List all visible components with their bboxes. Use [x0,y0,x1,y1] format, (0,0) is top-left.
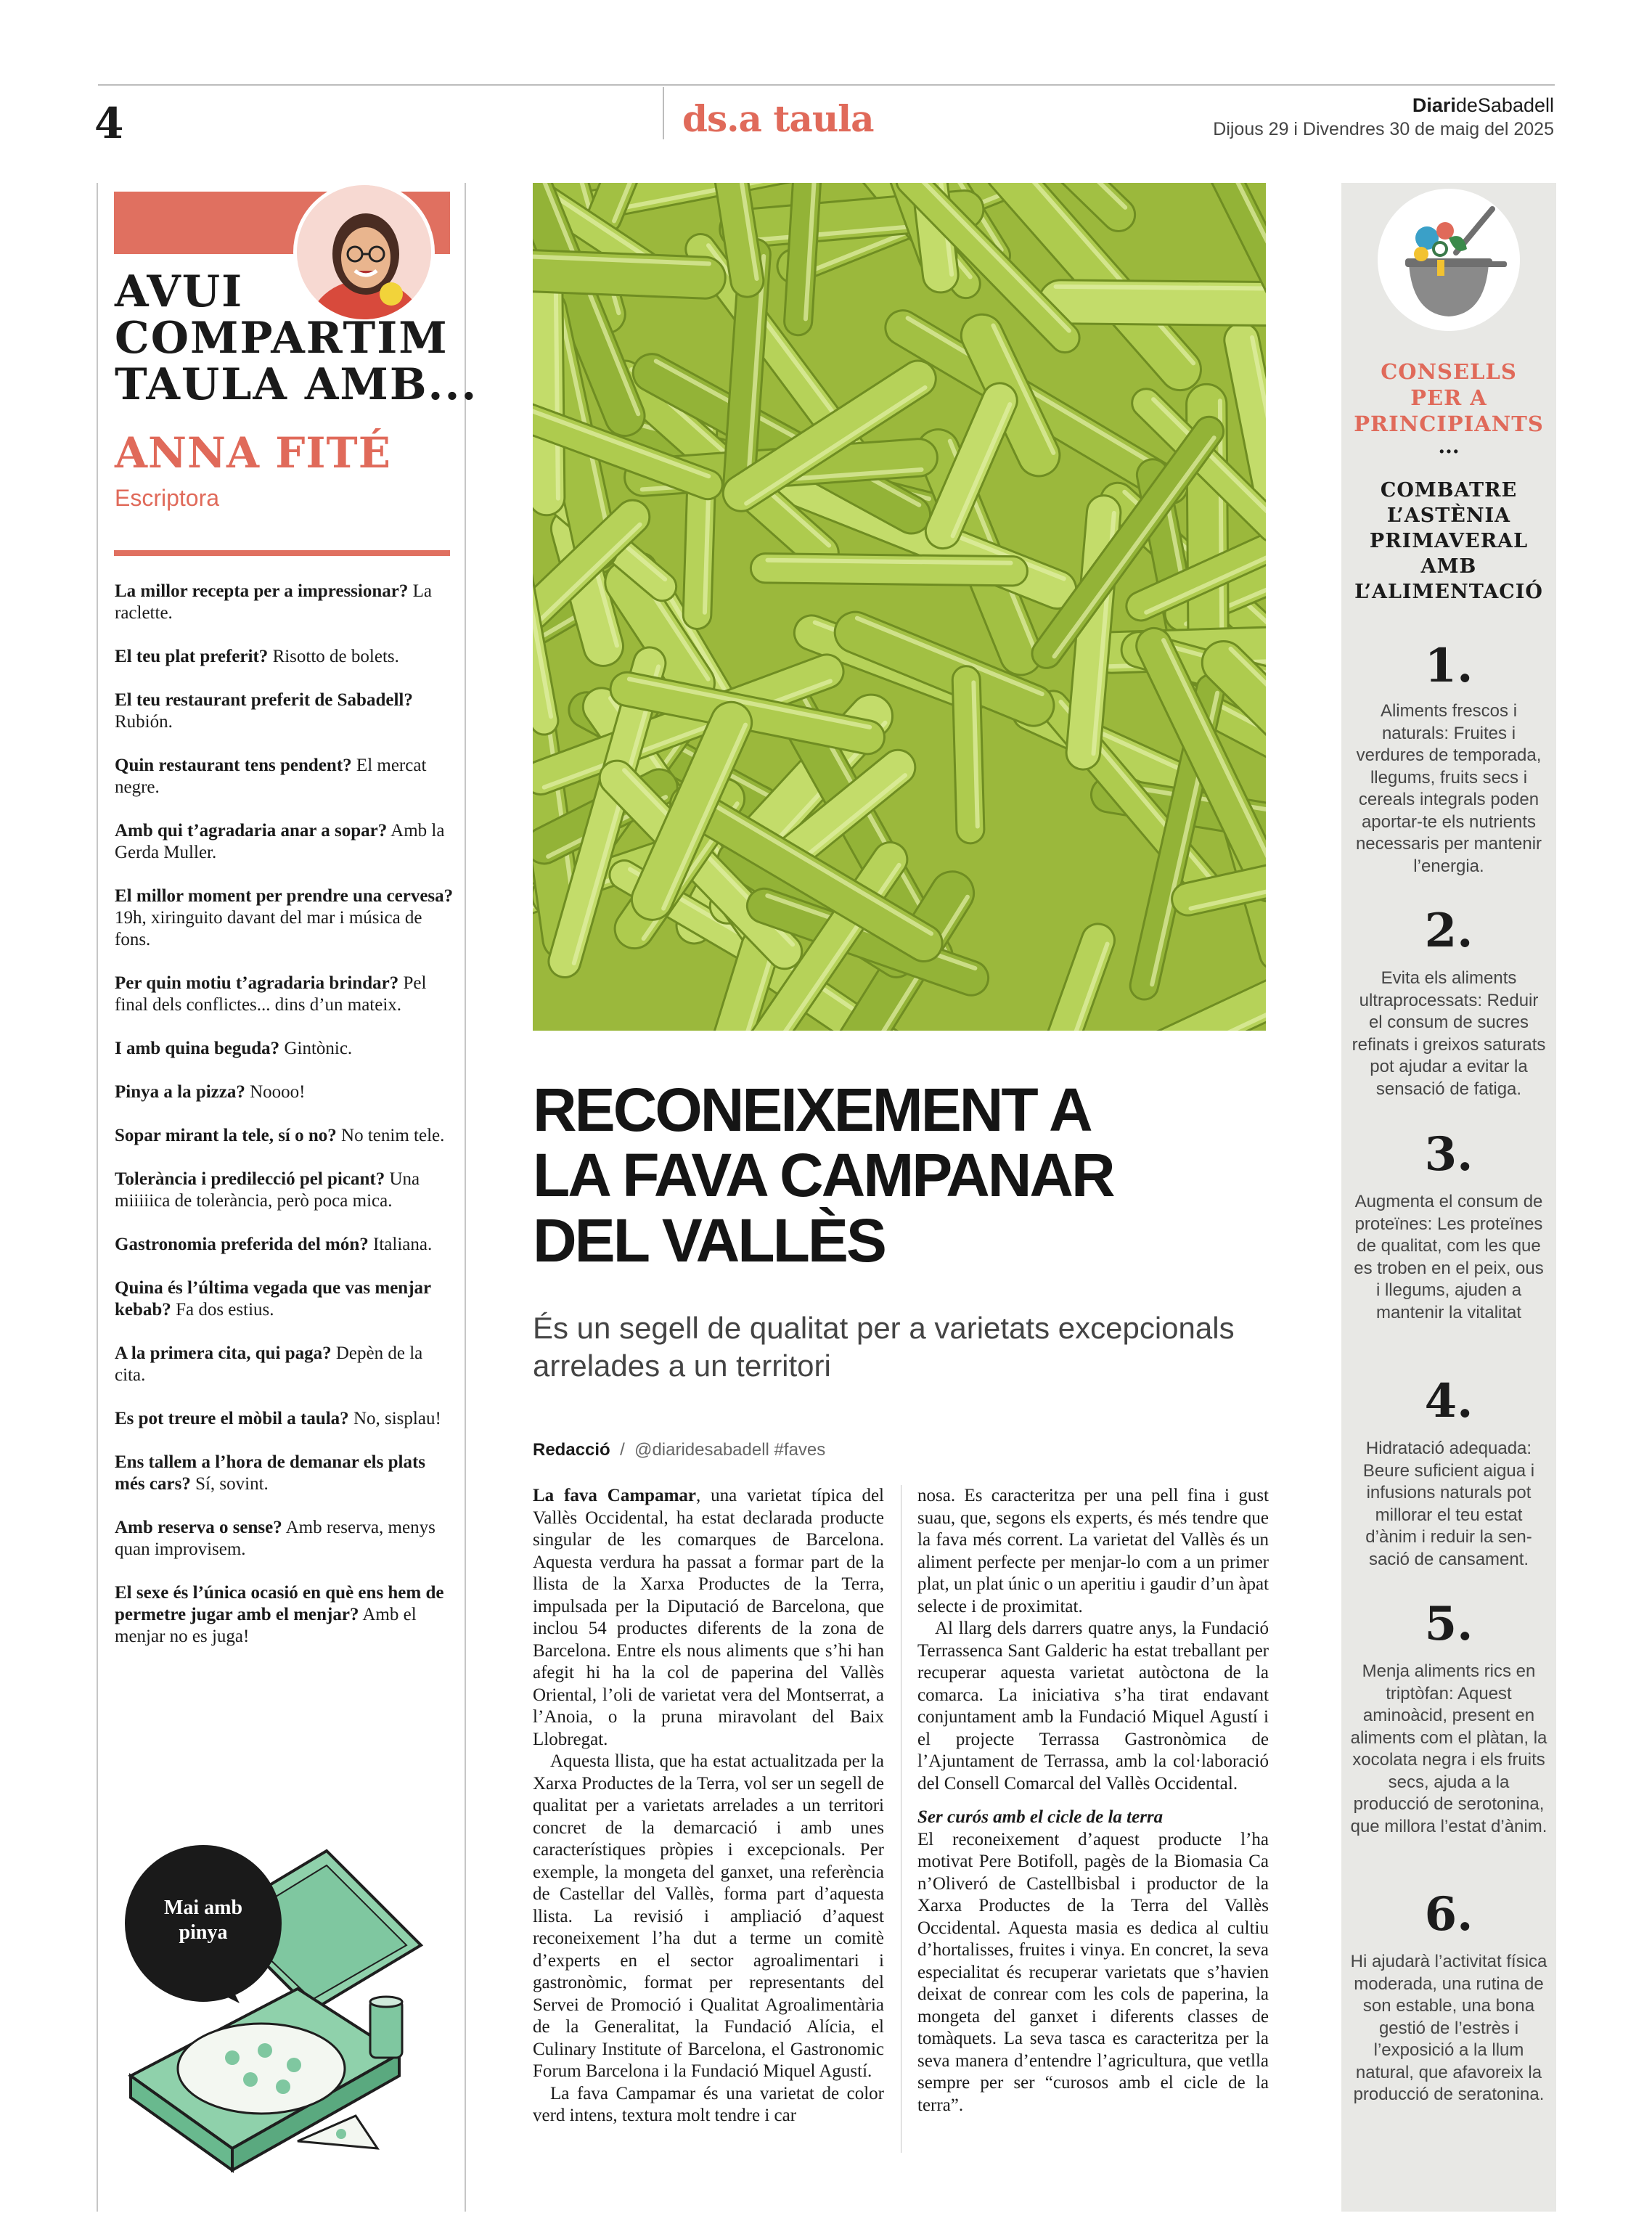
headline-line: DEL VALLÈS [533,1206,885,1275]
bean-pod [952,666,985,843]
byline [533,1440,825,1460]
qa-list [115,581,454,1669]
answer: Rubión. [115,712,173,732]
tip-number: 1. [1424,639,1473,693]
answer: Fa dos estius. [176,1300,274,1320]
article-headline [533,1077,1273,1273]
article-body-column-2 [917,1485,1269,2116]
tips-subtitle-line: L’ASTÈNIA [1386,504,1511,527]
qa-item [115,1517,454,1561]
headline-line: LA FAVA CAMPANAR [533,1141,1113,1209]
pizza-box-illustration [109,1836,439,2177]
answer: El mercat negre. [115,756,427,797]
question: Ens tallem a l’hora de demanar els plats més cars? [115,1452,426,1494]
tip-number: 6. [1424,1887,1473,1942]
tips-subtitle-line: PRIMAVERAL [1369,530,1529,552]
tip-text: Hi ajudarà l’activitat física moderada, una rutina de son estable, una bona gestió de l’estrès i l’exposició a la llum natural, que afavoreix la producció de seratonina. [1350,1952,1547,2104]
beans-illustration [533,183,1266,1031]
bean-pod [751,553,1028,586]
article-body-column-1 [533,1485,884,2127]
question: Gastronomia preferida del món? [115,1235,369,1254]
question: La millor recepta per a impressionar? [115,581,409,601]
qa-item [115,581,454,624]
qa-item [115,1169,454,1212]
qa-item [115,886,454,951]
qa-item [115,1343,454,1386]
tips-subtitle-line: AMB [1420,555,1477,578]
question: Tolerància i predilecció pel picant? [115,1169,385,1189]
interview-title-line: AVUI [115,266,244,317]
interview-title-line: TAULA AMB... [115,359,478,410]
answer: Amb el menjar no es juga! [115,1605,417,1646]
question: Pinya a la pizza? [115,1082,245,1102]
article-subhead: Ser curós amb el cicle de la terra [917,1807,1164,1827]
tips-header-line: PER A [1410,385,1487,410]
answer: La raclette. [115,581,432,623]
answer: Amb la Gerda Muller. [115,821,445,862]
tip-number: 4. [1424,1374,1473,1428]
masthead [1412,94,1554,117]
tip-text: Aliments frescos i naturals: Fruites i verdures de temporada, llegums, fruits secs i cereals integrals poden aportar-te els nutrients necessaris per mantenir l’energia. [1355,701,1542,876]
question: I amb quina beguda? [115,1039,280,1058]
masthead-bold: Diari [1412,94,1456,116]
answer: Una miiiiica de tolerància, però poca mica. [115,1169,420,1211]
qa-item [115,1125,454,1147]
answer: 19h, xiringuito davant del mar i música de fons. [115,908,422,949]
tips-ellipsis: ... [1438,434,1460,458]
body-paragraph: Al llarg dels darrers quatre anys, la Fundació Terrassenca Sant Galderic ha estat treballant per recuperar aquesta varietat autòctona de la comarca. La iniciativa s’ha tirat endavant conjuntament amb la Fundació Miquel Agustí i el projecte Terrassa Gastronòmica de l’Ajuntament de Terrassa, amb la col·laboració del Consell Comarcal del Vallès Occidental. [917,1619,1269,1794]
article-subtitle: És un segell de qualitat per a varietats excepcionals arrelades a un territori [533,1311,1235,1383]
qa-item [115,1452,454,1495]
answer: Pel final dels conflictes... dins d’un mateix. [115,973,427,1015]
answer: Risotto de bolets. [272,647,399,666]
interview-title-line: COMPARTIM [115,313,449,364]
accent-bar-bottom [114,550,450,556]
answer: No tenim tele. [341,1126,445,1145]
question: El sexe és l’única ocasió en què ens hem de permetre jugar amb el menjar? [115,1583,444,1624]
qa-item [115,755,454,798]
tip-number: 5. [1424,1597,1473,1651]
qa-item [115,820,454,864]
answer: Noooo! [250,1082,306,1102]
qa-item [115,1234,454,1256]
interview-title [115,266,478,410]
speech-bubble-line: Mai amb [163,1897,243,1919]
question: Quin restaurant tens pendent? [115,756,352,775]
qa-item [115,690,454,733]
question: El teu restaurant preferit de Sabadell? [115,690,413,710]
body-paragraph: El reconeixement d’aquest producte l’ha motivat Pere Botifoll, pagès de la Biomasia Ca n’Oliveró de Castellbisbal i productor de la Xarxa Productes de la Terra del Vallès Occidental. Aquesta masia es dedica al cultiu d’hortalisses, fruites i vinya. En concret, la seva especialitat és recuperar varietats que s’havien deixat de conrear com les cols de paperina, la mongeta del ganxet i diferents classes de tomàquets. La seva tasca es caracteritza per la seva manera d’entendre l’agricultura, que vetlla sempre per ser “curosos amb el cicle de la terra”. [917,1829,1269,2115]
lead-in: La fava Campamar [533,1486,697,1505]
question: Sopar mirant la tele, sí o no? [115,1126,337,1145]
cooking-pot-icon [1376,187,1521,332]
question: A la primera cita, qui paga? [115,1343,332,1363]
body-paragraph: La fava Campamar és una varietat de color verd intens, textura molt tendre i car [533,2083,884,2125]
qa-item [115,973,454,1016]
body-paragraph [533,1485,884,1751]
body-paragraph: nosa. Es caracteritza per una pell fina i gust suau, que, segons els experts, és més tendre que la fava més corrent. La varietat del Vallès és un aliment perfecte per menjar-lo com a un primer plat, un plat únic o un aperitiu i gaudir d’un àpat selecte i de proximitat. [917,1486,1269,1616]
issue-date: Dijous 29 i Divendres 30 de maig del 2025 [1213,119,1554,139]
question: El millor moment per prendre una cervesa? [115,886,454,906]
speech-bubble [138,1896,269,1945]
tip-text: Menja aliments rics en triptòfan: Aquest aminoàcid, present en aliments com el plàtan, la xocolata negra i els fruits secs, ajuda a la producció de serotonina, que millora l’estat d’ànim. [1350,1661,1547,1836]
qa-item [115,1081,454,1103]
tips-header-line: CONSELLS [1381,359,1517,384]
tips-subtitle-line: L’ALIMENTACIÓ [1354,581,1543,603]
guest-role: Escriptora [115,485,220,511]
answer: Depèn de la cita. [115,1343,423,1385]
qa-item [115,1038,454,1060]
top-rule [98,84,1555,86]
question: Amb reserva o sense? [115,1518,282,1537]
question: El teu plat preferit? [115,647,269,666]
answer: No, sisplau! [353,1409,441,1428]
answer: Amb reserva, menys quan improvisem. [115,1518,436,1559]
qa-item [115,1582,454,1648]
byline-author: Redacció [533,1440,610,1460]
tip-text: Augmenta el consum de proteïnes: Les proteïnes de qualitat, com les que es troben en el peix, ous i llegums, ajuden a mantenir la vitalitat [1354,1192,1544,1322]
body-paragraph: Aquesta llista, que ha estat actualitzada per la Xarxa Productes de la Terra, vol ser un segell de qualitat per a varietats arrelades a un territori concret de la demarcació i amb unes característiques pròpies i excepcionals. Per exemple, la mongeta del ganxet, una referència de Castellar del Vallès, forma part d’aquesta llista. La revisió i ampliació d’aquest reconeixement l’ha dut a terme un comitè d’experts en el sector agroalimentari i gastronòmic, format per representants del Servei de Promoció i Qualitat Agroalimentària de la Generalitat, la Fundació Alícia, el Culinary Institute of Barcelona, el Gastronomic Forum Barcelona i la Fundació Miquel Agustí. [533,1751,884,2081]
header-divider [663,87,664,139]
cooking-pot-drawing [1376,187,1521,332]
answer: Italiana. [373,1235,433,1254]
broad-beans-photo [533,183,1266,1031]
guest-name: ANNA FITÉ [115,428,391,478]
tips-header-line: PRINCIPIANTS [1354,412,1544,436]
question: Quina és l’última vegada que vas menjar kebab? [115,1278,431,1320]
answer: Sí, sovint. [195,1474,269,1494]
masthead-rest: deSabadell [1455,94,1554,116]
qa-item [115,646,454,668]
bean-pod [1013,920,1119,1031]
question: Per quin motiu t’agradaria brindar? [115,973,399,993]
pizza-box-drawing [109,1836,439,2177]
tip-text: Evita els aliments ultraprocessats: Reduir el consum de sucres refinats i greixos saturats pot ajudar a evitar la sensació de fatiga. [1352,968,1546,1099]
section-title: ds.a taula [682,97,874,140]
bean-pod [533,255,565,515]
qa-item [115,1277,454,1321]
question: Amb qui t’agradaria anar a sopar? [115,821,388,841]
bean-pod [1039,280,1266,327]
tip-number: 2. [1424,904,1473,958]
tips-subtitle [1341,478,1556,605]
answer: Gintònic. [284,1039,353,1058]
qa-item [115,1408,454,1430]
tip-text: Hidratació adequada: Beure suficient aigua i infusions naturals pot millorar el teu estat d’ànim i reduir la sensació de cansament. [1362,1439,1535,1569]
tips-subtitle-line: COMBATRE [1380,479,1518,502]
byline-separator: / [620,1440,625,1460]
page-number: 4 [94,99,124,148]
speech-bubble-line: pinya [179,1921,228,1944]
byline-handle: @diaridesabadell #faves [634,1440,826,1460]
tips-header [1341,359,1556,437]
paragraph-text: , una varietat típica del Vallès Occidental, ha estat declarada producte singular de les comarques de Barcelona. Aquesta verdura ha passat a formar part de la llista de la Xarxa Productes de la Terra, impulsada per la Diputació de Barcelona, que inclou 54 productes diferents de la zona de Barcelona. Entre els nous aliments que s’hi han afegit hi ha la col de paperina del Vallès Oriental, l’oli de varietat vera del Montserrat, a l’Anoia, o la pruna miravolant del Baix Llobregat. [533,1486,884,1749]
tip-number: 3. [1424,1127,1473,1182]
question: Es pot treure el mòbil a taula? [115,1409,349,1428]
headline-line: RECONEIXEMENT A [533,1076,1091,1144]
